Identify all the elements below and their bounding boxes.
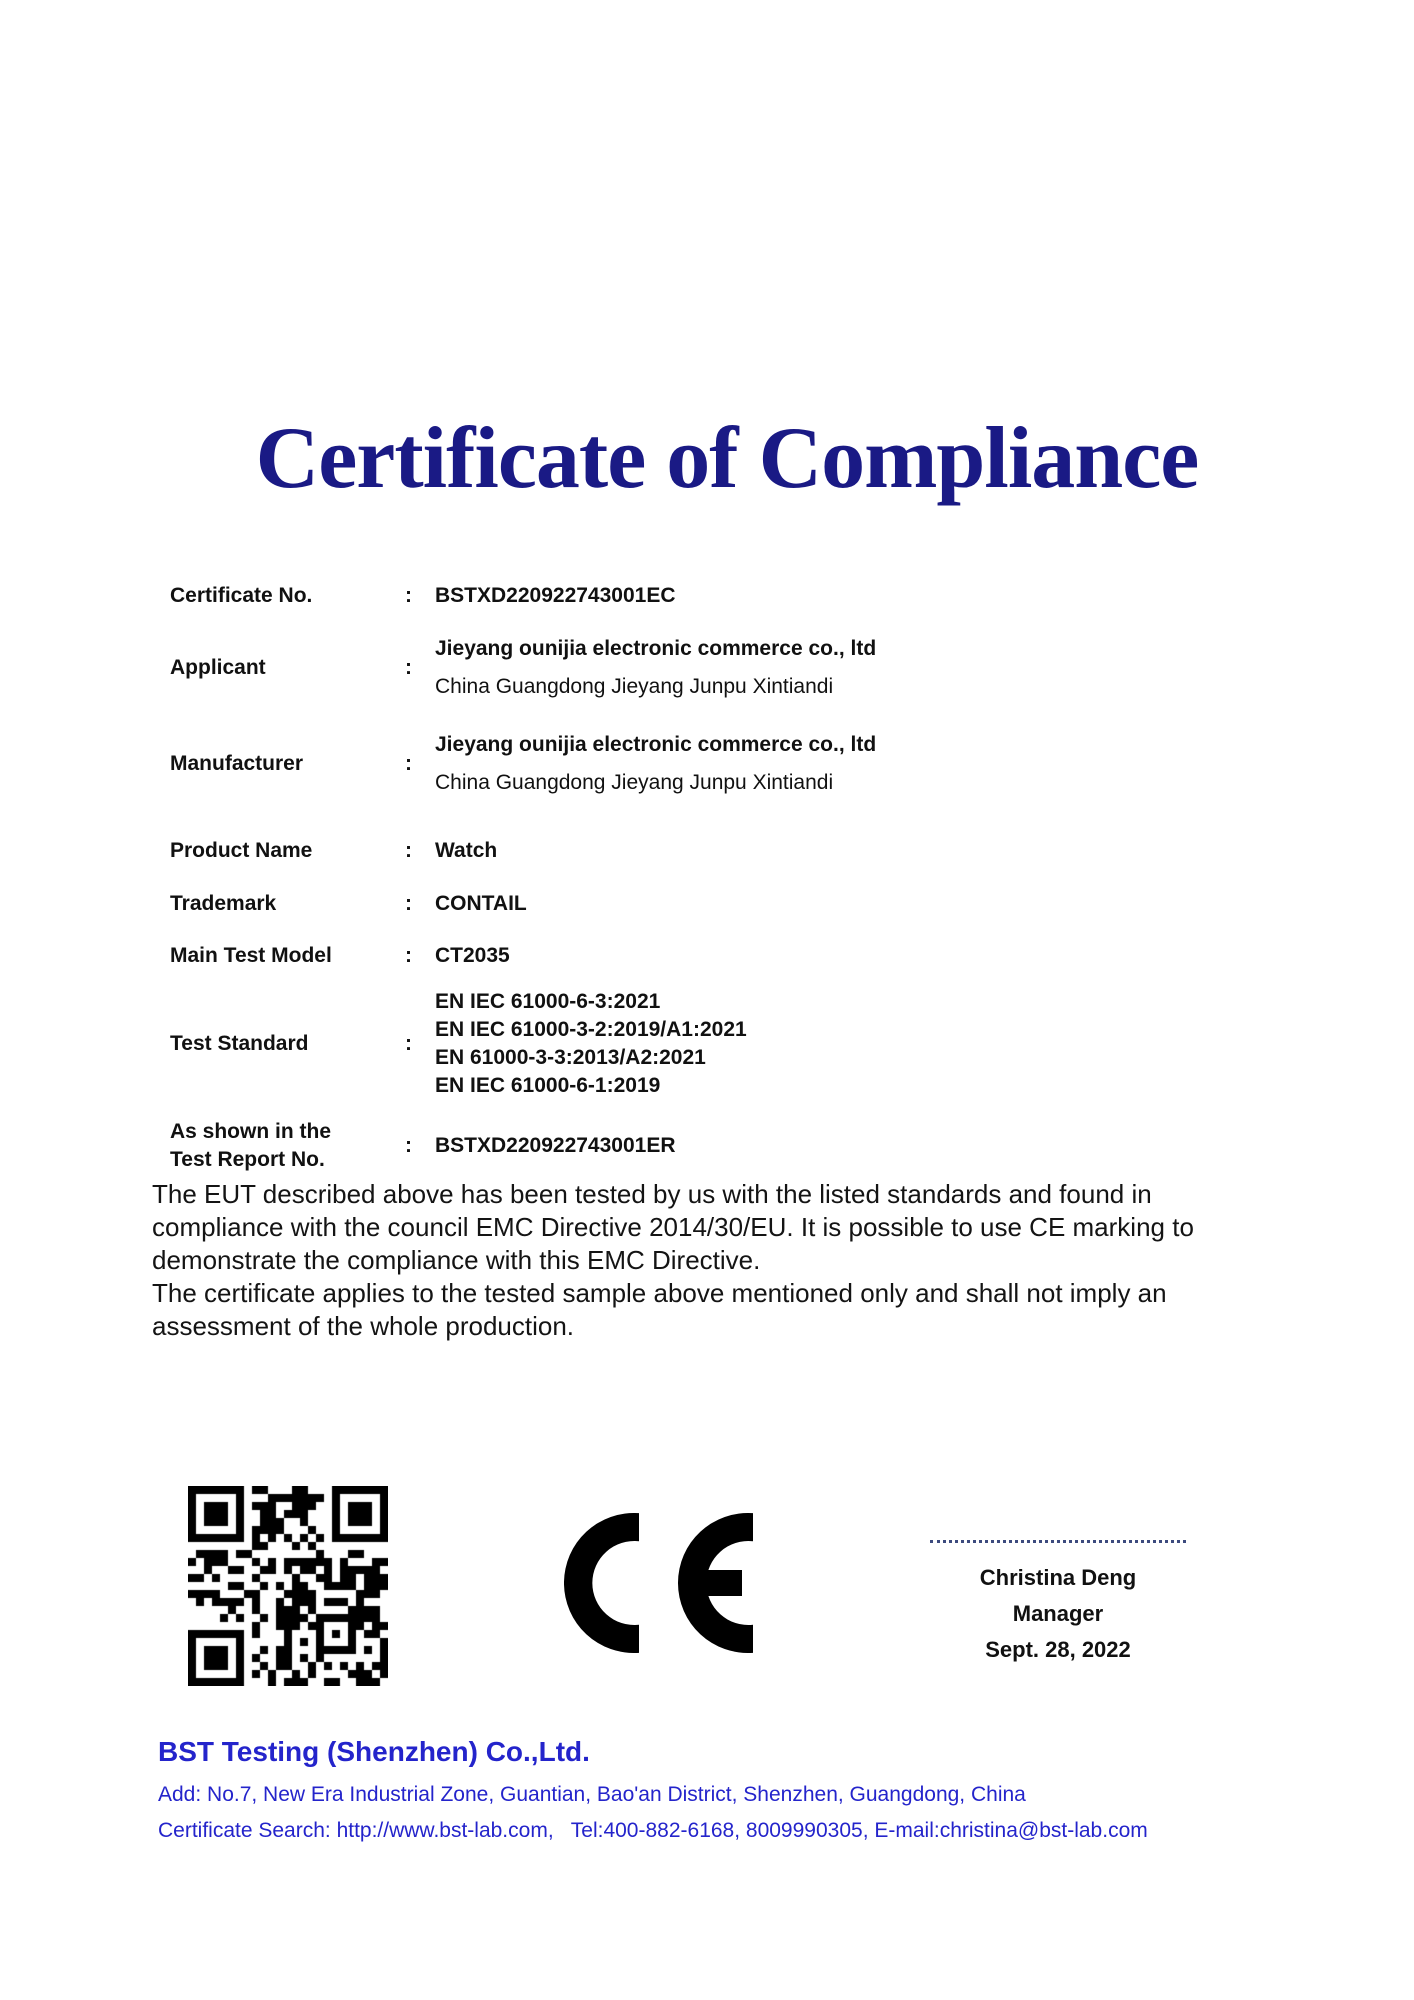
field-row [170,726,1324,802]
field-label-line: Test Report No. [170,1148,325,1171]
field-value-line: BSTXD220922743001EC [435,584,676,607]
footer-contact: Certificate Search: http://www.bst-lab.com, Tel:400-882-6168, 8009990305, E-mail:christina@bst-lab.com [158,1819,1148,1842]
field-row [170,891,1324,917]
field-row [170,1118,1324,1174]
footer-address: Add: No.7, New Era Industrial Zone, Guantian, Bao'an District, Shenzhen, Guangdong, China [158,1783,1026,1806]
certificate-title: Certificate of Compliance [255,410,1199,507]
field-value-line: EN IEC 61000-6-1:2019 [435,1074,661,1097]
footer [158,1736,1354,1855]
field-label-line: Certificate No. [170,584,313,607]
field-value-line: EN 61000-3-3:2013/A2:2021 [435,1046,706,1069]
field-label-line: Test Standard [170,1032,309,1055]
field-colon: : [405,656,412,679]
field-value [435,891,1324,917]
field-label-line: Product Name [170,839,313,862]
field-colon: : [405,892,412,915]
field-value [435,583,1324,609]
field-value-line: EN IEC 61000-6-3:2021 [435,990,661,1013]
field-colon: : [405,1134,412,1157]
field-row [170,988,1324,1100]
signature-date: Sept. 28, 2022 [985,1637,1131,1662]
fields-table [170,583,1324,1174]
field-value-line: Watch [435,839,498,862]
field-colon: : [405,839,412,862]
field-value-line: Jieyang ounijia electronic commerce co., ltd [435,637,877,660]
field-value-line: CT2035 [435,944,510,967]
field-value-line: EN IEC 61000-3-2:2019/A1:2021 [435,1018,747,1041]
field-label-line: Main Test Model [170,944,332,967]
field-value-line: CONTAIL [435,892,527,915]
field-value-line: China Guangdong Jieyang Junpu Xintiandi [435,675,834,698]
field-label [170,838,405,864]
field-value-line: BSTXD220922743001ER [435,1134,676,1157]
field-value [435,988,1324,1100]
field-label-line: Manufacturer [170,752,304,775]
field-value [435,726,1324,802]
field-value [435,838,1324,864]
signature-dotted-line [930,1540,1186,1543]
field-value [435,943,1324,969]
field-label [170,751,405,777]
field-colon: : [405,1032,412,1055]
field-label [170,1031,405,1057]
statement-paragraph-2: The certificate applies to the tested sample above mentioned only and shall not imply an assessment of the whole production. [152,1278,1167,1341]
compliance-statement [152,1178,1267,1343]
field-label-line: Trademark [170,892,277,915]
signature-block [930,1540,1186,1668]
statement-paragraph-1: The EUT described above has been tested by us with the listed standards and found in compliance with the council EMC Directive 2014/30/EU. It is possible to use CE marking to demonstrate the compliance with this EMC Directive. [152,1179,1194,1275]
field-value [435,630,1324,706]
field-row [170,583,1324,609]
field-value-line: China Guangdong Jieyang Junpu Xintiandi [435,771,834,794]
field-row [170,943,1324,969]
field-label-line: As shown in the [170,1120,332,1143]
field-colon: : [405,944,412,967]
field-value [435,1133,1324,1159]
field-value-line: Jieyang ounijia electronic commerce co., ltd [435,733,877,756]
signatory-role: Manager [1012,1601,1104,1626]
field-colon: : [405,752,412,775]
field-row [170,630,1324,706]
field-label-line: Applicant [170,656,266,679]
qr-code [188,1486,388,1686]
signatory-name: Christina Deng [979,1565,1137,1590]
field-label [170,583,405,609]
field-label [170,943,405,969]
field-row [170,838,1324,864]
field-label [170,655,405,681]
field-colon: : [405,584,412,607]
field-label [170,891,405,917]
field-label [170,1118,405,1174]
footer-company-name: BST Testing (Shenzhen) Co.,Ltd. [158,1736,590,1767]
ce-mark-icon [564,1513,754,1653]
